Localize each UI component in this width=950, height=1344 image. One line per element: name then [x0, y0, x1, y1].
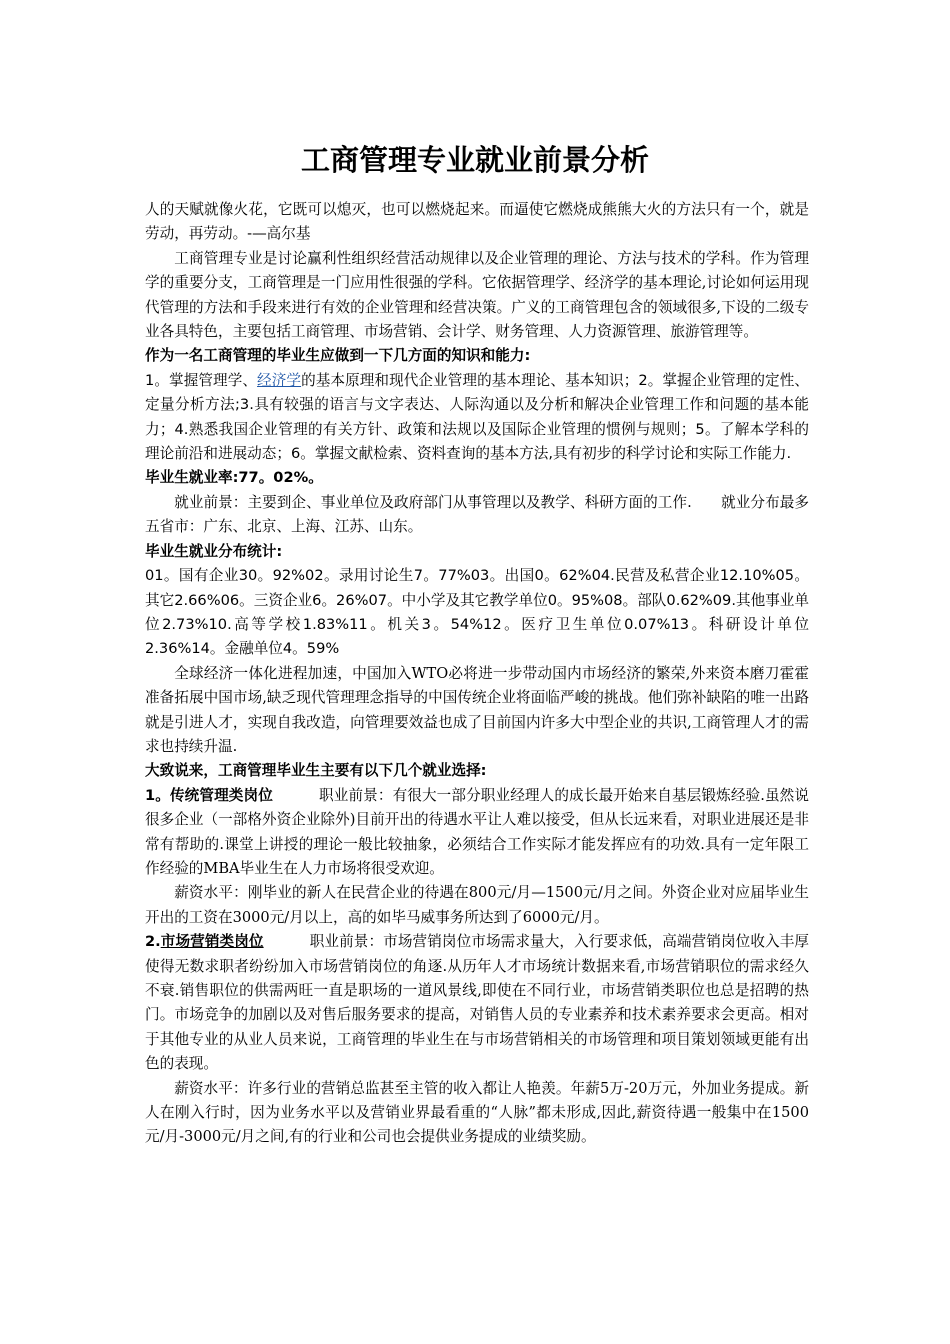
- abilities-text-post: 的基本原理和现代企业管理的基本理论、基本知识；2。掌握企业管理的定性、定量分析方法;3.具有较强的语言与文字表达、人际沟通以及分析和解决企业管理工作和问题的基本能力；4.熟悉我国企业管理的有关方针、政策和法规以及国际企业管理的惯例与规则；5。了解本学科的理论前沿和进展动态；6。掌握文献检索、资料查询的基本方法,具有初步的科学讨论和实际工作能力.: [145, 371, 809, 463]
- employment-rate: 毕业生就业率:77。02%。: [145, 469, 323, 487]
- distribution-heading: 毕业生就业分布统计:: [145, 542, 283, 560]
- globalization-paragraph: 全球经济一体化进程加速，中国加入WTO必将进一步带动国内市场经济的繁荣,外来资本磨刀霍霍准备拓展中国市场,缺乏现代管理理念指导的中国传统企业将面临严峻的挑战。他们弥补缺陷的唯一出路就是引进人才，实现自我改造，向管理要效益也成了目前国内许多大中型企业的共识,工商管理人才的需求也持续升温.: [145, 664, 809, 755]
- choice2-number: 2.: [145, 933, 161, 951]
- choice2-salary: 薪资水平：许多行业的营销总监甚至主管的收入都让人艳羡。年薪5万-20万元，外加业务提成。新人在刚入行时，因为业务水平以及营销业界最看重的“人脉”都未形成,因此,薪资待遇一般集中在1500元/月-3000元/月之间,有的行业和公司也会提供业务提成的业绩奖励。: [145, 1079, 809, 1146]
- choices-heading: 大致说来，工商管理毕业生主要有以下几个就业选择:: [145, 762, 487, 780]
- abilities-paragraph: [145, 369, 809, 467]
- choice1-prospect: 职业前景：有很大一部分职业经理人的成长最开始来自基层锻炼经验.虽然说很多企业（一部格外资企业除外)目前开出的待遇水平让人难以接受，但从长远来看，对职业进展还是非常有帮助的.课堂上讲授的理论一般比较抽象，必须结合工作实际才能发挥应有的功效.具有一定年限工作经验的MBA毕业生在人力市场将很受欢迎。: [145, 786, 809, 877]
- quote-paragraph: 人的天赋就像火花，它既可以熄灭，也可以燃烧起来。而逼使它燃烧成熊熊大火的方法只有一个，就是劳动，再劳动。-—高尔基: [145, 201, 809, 243]
- choice2-paragraph: [145, 930, 809, 1076]
- document-title: 工商管理专业就业前景分析: [300, 143, 649, 177]
- economics-link[interactable]: 经济学: [257, 371, 302, 389]
- abilities-text-pre: 1。掌握管理学、: [145, 371, 258, 389]
- prospects-paragraph: 就业前景：主要到企、事业单位及政府部门从事管理以及教学、科研方面的工作. 就业分布最多五省市：广东、北京、上海、江苏、山东。: [145, 493, 809, 536]
- choice2-prospect: 职业前景：市场营销岗位市场需求量大，入行要求低，高端营销岗位收入丰厚使得无数求职者纷纷加入市场营销岗位的角逐.从历年人才市场统计数据来看,市场营销职位的需求经久不衰.销售职位的供需两旺一直是职场的一道风景线,即使在不同行业，市场营销类职位也总是招聘的热门。市场竞争的加剧以及对售后服务要求的提高，对销售人员的专业素养和技术素养要求会更高。相对于其他专业的从业人员来说，工商管理的毕业生在与市场营销相关的市场管理和项目策划领域更能有出色的表现。: [145, 933, 809, 1073]
- choice1-heading: 1。传统管理类岗位: [145, 786, 273, 804]
- choice1-salary: 薪资水平：刚毕业的新人在民营企业的待遇在800元/月—1500元/月之间。外资企业对应届毕业生开出的工资在3000元/月以上，高的如毕马威事务所达到了6000元/月。: [145, 884, 809, 926]
- abilities-heading: 作为一名工商管理的毕业生应做到一下几方面的知识和能力:: [145, 347, 531, 365]
- choice2-heading: 市场营销类岗位: [160, 933, 264, 951]
- document-body: [145, 198, 809, 1150]
- choice1-paragraph: [145, 784, 809, 882]
- intro-paragraph: 工商管理专业是讨论赢利性组织经营活动规律以及企业管理的理论、方法与技术的学科。作为管理学的重要分支，工商管理是一门应用性很强的学科。它依据管理学、经济学的基本理论,讨论如何运用现代管理的方法和手段来进行有效的企业管理和经营决策。广义的工商管理包含的领域很多,下设的二级专业各具特色，主要包括工商管理、市场营销、会计学、财务管理、人力资源管理、旅游管理等。: [145, 249, 809, 341]
- distribution-paragraph: 01。国有企业30。92%02。录用讨论生7。77%03。出国0。62%04.民营及私营企业12.10%05。其它2.66%06。三资企业6。26%07。中小学及其它教学单位0。95%08。部队0.62%09.其他事业单位2.73%10.高等学校1.83%11。机关3。54%12。医疗卫生单位0.07%13。科研设计单位2.36%14。金融单位4。59%: [145, 567, 809, 658]
